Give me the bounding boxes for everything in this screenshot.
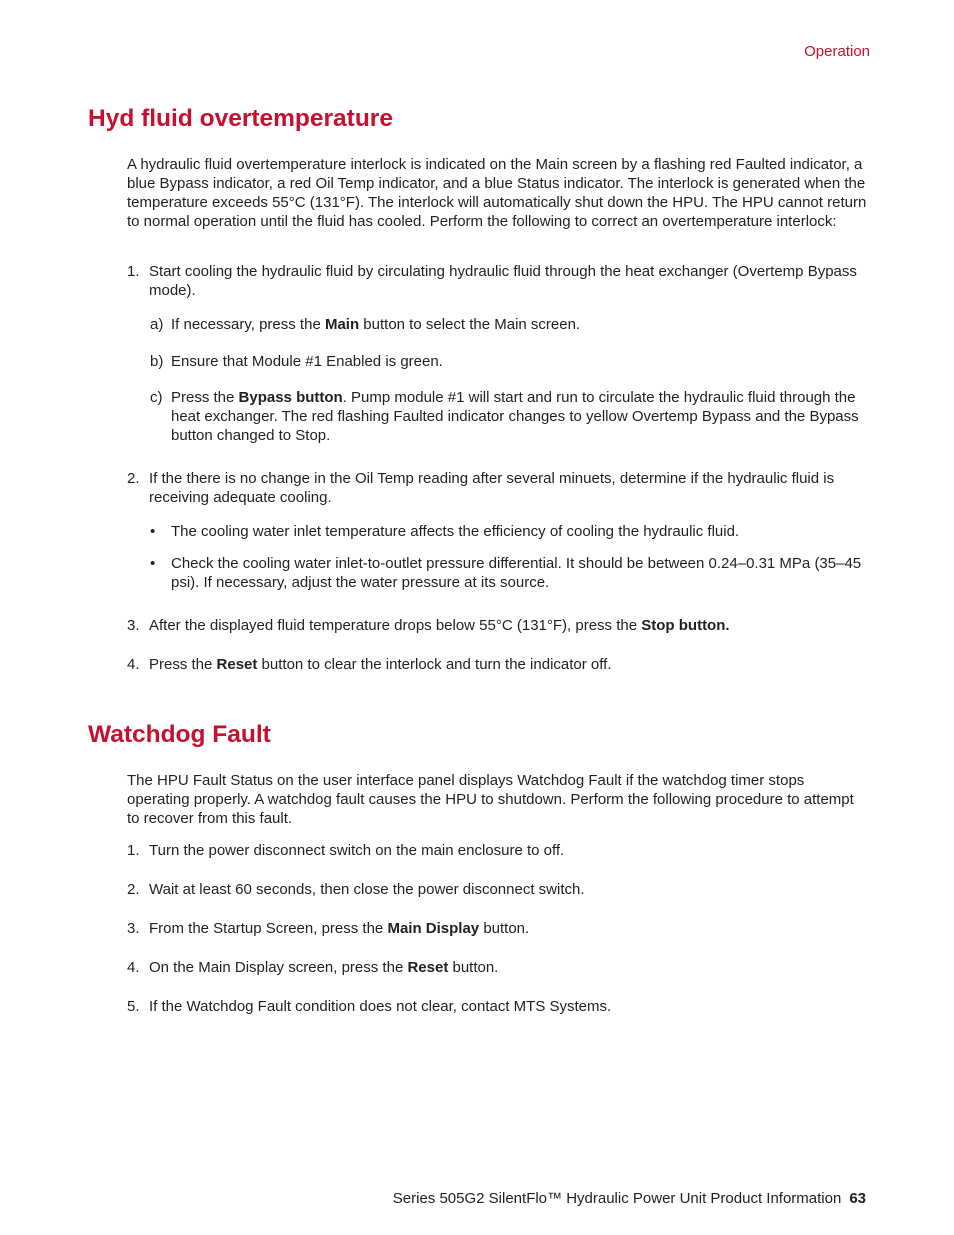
bullet-symbol: • bbox=[150, 523, 156, 540]
substep-text: Ensure that Module #1 Enabled is green. bbox=[171, 353, 443, 370]
step-text: Turn the power disconnect switch on the main enclosure to off. bbox=[149, 842, 565, 859]
footer-document-title: Series 505G2 SilentFlo™ Hydraulic Power Unit Product Information bbox=[392, 1190, 842, 1207]
step-3-press-stop bbox=[127, 616, 869, 635]
step-number: 2. bbox=[127, 470, 140, 487]
watchdog-step-5 bbox=[127, 997, 869, 1016]
step-number: 4. bbox=[127, 959, 140, 976]
step-number: 3. bbox=[127, 617, 140, 634]
substep-letter: b) bbox=[150, 353, 164, 370]
substep-letter: a) bbox=[150, 316, 164, 333]
step-text: Start cooling the hydraulic fluid by circulating hydraulic fluid through the heat exchanger (Overtemp Bypass mode). bbox=[149, 263, 857, 299]
step-text: From the Startup Screen, press the Main Display button. bbox=[149, 920, 530, 937]
substep-text: If necessary, press the Main button to select the Main screen. bbox=[171, 316, 581, 333]
intro-paragraph-overtemp: A hydraulic fluid overtemperature interlock is indicated on the Main screen by a flashing red Faulted indicator, a blue Bypass indicator, a red Oil Temp indicator, and a blue Status indicator. The interlock is generated when the temperature exceeds 55°C (131°F). The interlock will automatically shut down the HPU. The HPU cannot return to normal operation until the fluid has cooled. Perform the following to correct an overtemperature interlock: bbox=[127, 156, 867, 230]
substep-a bbox=[150, 315, 869, 334]
bullet-symbol: • bbox=[150, 555, 156, 572]
watchdog-step-1 bbox=[127, 841, 869, 860]
step-number: 3. bbox=[127, 920, 140, 937]
step-text: If the Watchdog Fault condition does not clear, contact MTS Systems. bbox=[149, 998, 612, 1015]
page-number: 63 bbox=[849, 1190, 866, 1207]
step-2-check-cooling bbox=[127, 469, 869, 507]
step-number: 1. bbox=[127, 842, 140, 859]
step-4-press-reset bbox=[127, 655, 869, 674]
step-number: 2. bbox=[127, 881, 140, 898]
watchdog-step-3 bbox=[127, 919, 869, 938]
substep-b bbox=[150, 352, 869, 371]
substep-letter: c) bbox=[150, 389, 163, 406]
step-number: 5. bbox=[127, 998, 140, 1015]
substep-text: Press the Bypass button. Pump module #1 will start and run to circulate the hydraulic fluid through the heat exchanger. The red flashing Faulted indicator changes to yellow Overtemp Bypass and the Bypass button changed to Stop. bbox=[171, 389, 859, 444]
bullet-item-1 bbox=[150, 522, 869, 541]
watchdog-step-4 bbox=[127, 958, 869, 977]
step-text: On the Main Display screen, press the Reset button. bbox=[149, 959, 499, 976]
bullet-item-2 bbox=[150, 554, 869, 592]
step-number: 1. bbox=[127, 263, 140, 280]
bullet-text: Check the cooling water inlet-to-outlet pressure differential. It should be between 0.24–0.31 MPa (35–45 psi). If necessary, adjust the water pressure at its source. bbox=[171, 555, 862, 591]
step-text: Wait at least 60 seconds, then close the power disconnect switch. bbox=[149, 881, 585, 898]
bullet-text: The cooling water inlet temperature affects the efficiency of cooling the hydraulic fluid. bbox=[171, 523, 740, 540]
substep-c bbox=[150, 388, 869, 445]
step-text: Press the Reset button to clear the interlock and turn the indicator off. bbox=[149, 656, 612, 673]
heading-watchdog-fault: Watchdog Fault bbox=[88, 721, 271, 748]
intro-paragraph-watchdog: The HPU Fault Status on the user interface panel displays Watchdog Fault if the watchdog timer stops operating properly. A watchdog fault causes the HPU to shutdown. Perform the following procedure to attempt to recover from this fault. bbox=[127, 772, 854, 827]
heading-hyd-fluid-overtemperature: Hyd fluid overtemperature bbox=[88, 105, 393, 132]
step-text: After the displayed fluid temperature drops below 55°C (131°F), press the Stop button. bbox=[149, 617, 730, 634]
running-head-section: Operation bbox=[804, 43, 870, 60]
step-number: 4. bbox=[127, 656, 140, 673]
step-text: If the there is no change in the Oil Temp reading after several minuets, determine if the hydraulic fluid is receiving adequate cooling. bbox=[149, 470, 835, 506]
page-footer bbox=[393, 1189, 866, 1208]
step-1-start-cooling bbox=[127, 262, 869, 300]
watchdog-step-2 bbox=[127, 880, 869, 899]
